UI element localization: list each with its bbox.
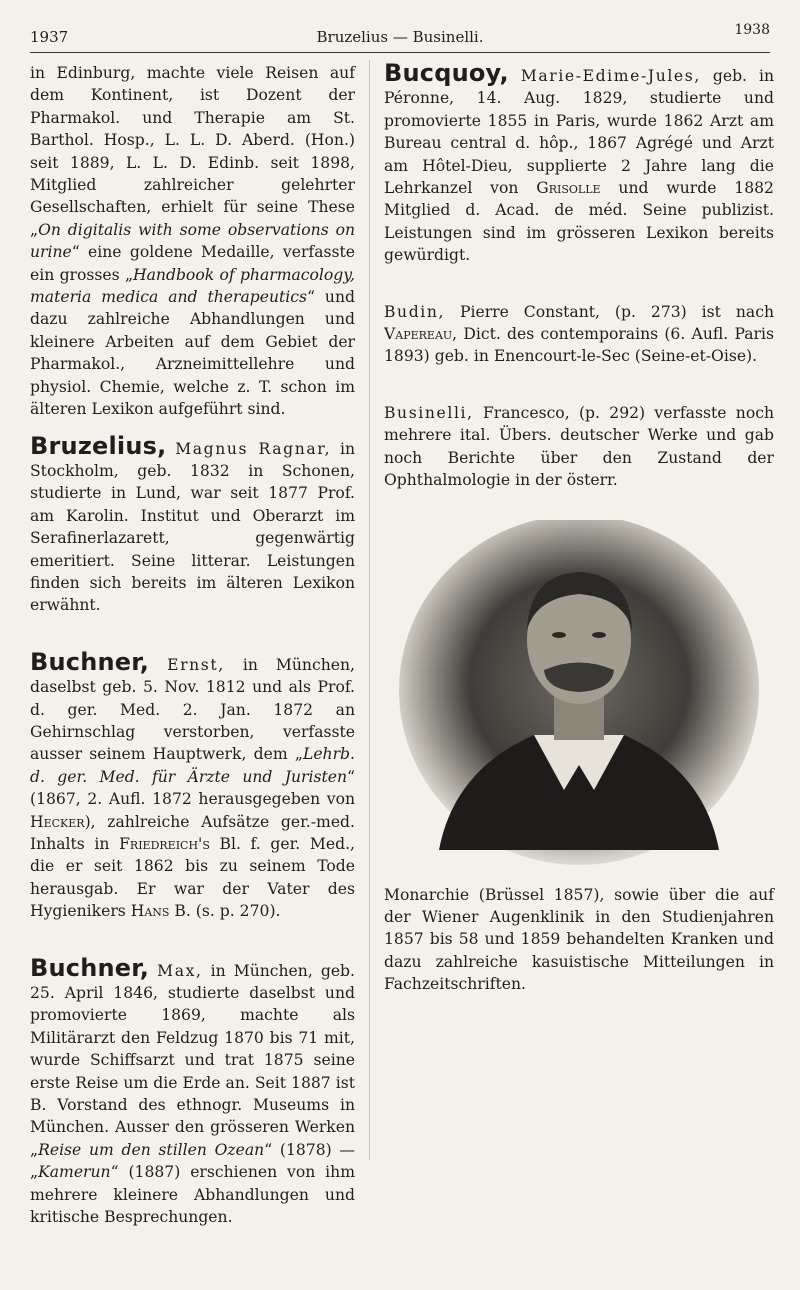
entry-given-name: Ernst, — [167, 655, 225, 674]
entry-buchner-max: Buchner, Max, in München, geb. 25. April 1846, studierte daselbst und promovierte 1869, machte als Militärarzt den Feldzug 1870 bis 71 mit, wurde Schiffsarzt und trat 1875 seine erste Reise um die Erde an. Seit 1887 ist B. Vorstand des ethnogr. Museums in München. Ausser den grösseren Werken „Reise um den stillen Ozean“ (1878) — „Kamerun“ (1887) erschienen von ihm mehrere kleinere Abhandlungen und kritische Besprechungen. — [30, 953, 355, 1227]
entry-headword: Buchner, — [30, 647, 150, 676]
entry-headword: Businelli, — [384, 403, 474, 422]
entry-businelli-continuation: Monarchie (Brüssel 1857), sowie über die auf der Wiener Augenklinik in den Studienjahren 1857 bis 58 und 1859 behandelten Kranken und dazu zahlreiche kasuistische Mitteilungen in Fachzeitschriften. — [384, 885, 774, 994]
column-divider — [369, 60, 370, 1160]
entry-businelli: Businelli, Francesco, (p. 292) verfasste noch mehrere ital. Übers. deutscher Werke und gab noch Berichte über den Zustand der Ophthalmologie in der österr. — [384, 403, 774, 490]
entry-headword: Budin, — [384, 302, 446, 321]
entry-given-name: Marie-Edime-Jules, — [520, 67, 701, 85]
left-column — [30, 62, 355, 1243]
right-column — [384, 59, 774, 1010]
entry-gap — [384, 281, 774, 301]
entry-headword: Bruzelius, — [30, 431, 167, 460]
entry-gap — [384, 382, 774, 402]
entry-bucquoy: Bucquoy, Marie-Edime-Jules, geb. in Péronne, 14. Aug. 1829, studierte und promovierte 1855 in Paris, wurde 1862 Arzt am Bureau central d. hôp., 1867 Agrégé und Arzt am Hôtel-Dieu, supplierte 2 Jahre lang die Lehrkanzel von Grisolle und wurde 1882 Mitglied d. Acad. de méd. Seine publizist. Leistungen sind im grösseren Lexikon bereits gewürdigt. — [384, 59, 774, 265]
header-rule — [30, 52, 770, 53]
entry-bruzelius: Bruzelius, Magnus Ragnar, in Stockholm, geb. 1832 in Schonen, studierte in Lund, war seit 1877 Prof. am Karolin. Institut und Oberarzt im Serafinerlazarett, gegenwärtig emeritiert. Seine litterar. Leistungen finden sich bereits im älteren Lexikon erwähnt. — [30, 431, 355, 615]
entry-given-name: Magnus Ragnar, — [175, 439, 332, 458]
entry-headword: Bucquoy, — [384, 59, 509, 87]
page-header — [30, 22, 770, 56]
entry-given-name: Max, — [157, 961, 203, 980]
entry-headword: Buchner, — [30, 953, 150, 982]
entry-buchner-ernst: Buchner, Ernst, in München, daselbst geb. 5. Nov. 1812 und als Prof. d. ger. Med. 2. Jan. 1872 an Gehirnschlag verstorben, verfasste ausser seinem Hauptwerk, dem „Lehrb. d. ger. Med. für Ärzte und Juristen“ (1867, 2. Aufl. 1872 herausgegeben von Hecker), zahlreiche Aufsätze ger.-med. Inhalts in Friedreich's Bl. f. ger. Med., die er seit 1862 bis zu seinem Tode herausgab. Er war der Vater des Hygienikers Hans B. (s. p. 270). — [30, 647, 355, 921]
page-number-left: 1937 — [30, 28, 69, 46]
entry-continuation: in Edinburg, machte viele Reisen auf dem Kontinent, ist Dozent der Pharmakol. und Therapie am St. Barthol. Hosp., L. L. D. Aberd. (Hon.) seit 1889, L. L. D. Edinb. seit 1898, Mitglied zahlreicher gelehrter Gesellschaften, erhielt für seine These „On digitalis with some observations on urine“ eine goldene Medaille, verfasste ein grosses „Handbook of pharmacology, materia medica and therapeutics“ und dazu zahlreiche Abhandlungen und kleinere Arbeiten auf dem Gebiet der Pharmakol., Arzneimittellehre und physiol. Chemie, welche z. T. schon im älteren Lexikon aufgeführt sind. — [30, 64, 355, 419]
running-title: Bruzelius — Businelli. — [316, 28, 484, 46]
page-number-right: 1938 — [734, 22, 770, 38]
portrait-icon — [384, 520, 774, 870]
entry-budin: Budin, Pierre Constant, (p. 273) ist nach Vapereau, Dict. des contemporains (6. Aufl. Paris 1893) geb. in Enencourt-le-Sec (Seine-et-Oise). — [384, 302, 774, 366]
